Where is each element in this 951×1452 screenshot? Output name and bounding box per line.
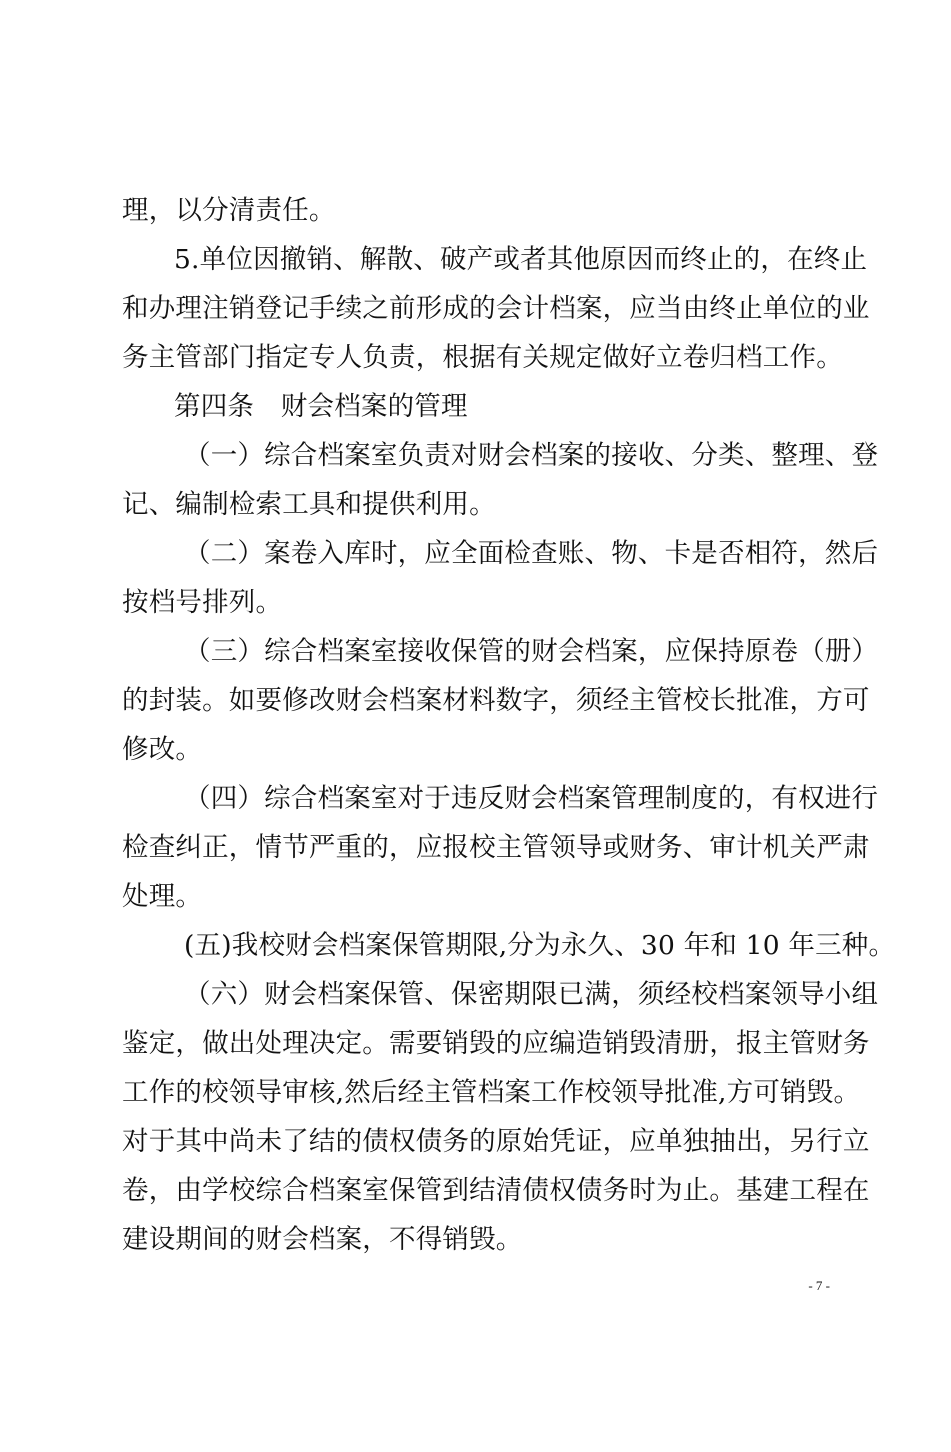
text-line: （一）综合档案室负责对财会档案的接收、分类、整理、登 [184,440,879,471]
text-line: （二）案卷入库时，应全面检查账、物、卡是否相符，然后 [184,538,879,569]
text-line: 处理。 [122,881,203,912]
text-line: 建设期间的财会档案，不得销毁。 [122,1224,523,1255]
text-line: 修改。 [122,734,203,765]
text-line: 卷，由学校综合档案室保管到结清债权债务时为止。基建工程在 [122,1175,870,1206]
text-line: （四）综合档案室对于违反财会档案管理制度的，有权进行 [184,783,879,814]
page-number: - 7 - [808,1278,830,1293]
text-line: 务主管部门指定专人负责，根据有关规定做好立卷归档工作。 [122,342,843,373]
text-line: （三）综合档案室接收保管的财会档案，应保持原卷（册） [184,636,879,667]
text-line: 按档号排列。 [122,587,283,618]
text-line: 对于其中尚未了结的债权债务的原始凭证，应单独抽出，另行立 [122,1126,870,1157]
text-line: 检查纠正，情节严重的，应报校主管领导或财务、审计机关严肃 [122,832,870,863]
text-line: 和办理注销登记手续之前形成的会计档案，应当由终止单位的业 [122,293,870,324]
text-line: (五)我校财会档案保管期限,分为永久、30 年和 10 年三种。 [184,930,896,961]
text-line: （六）财会档案保管、保密期限已满，须经校档案领导小组 [184,979,879,1010]
text-line: 记、编制检索工具和提供利用。 [122,489,496,520]
text-line: 鉴定，做出处理决定。需要销毁的应编造销毁清册，报主管财务 [122,1028,870,1059]
text-line: 理，以分清责任。 [122,195,336,226]
section-heading: 第四条 财会档案的管理 [174,391,468,422]
text-line: 的封装。如要修改财会档案材料数字，须经主管校长批准，方可 [122,685,870,716]
text-line: 工作的校领导审核,然后经主管档案工作校领导批准,方可销毁。 [122,1077,861,1108]
text-line: 5.单位因撤销、解散、破产或者其他原因而终止的，在终止 [174,244,868,275]
